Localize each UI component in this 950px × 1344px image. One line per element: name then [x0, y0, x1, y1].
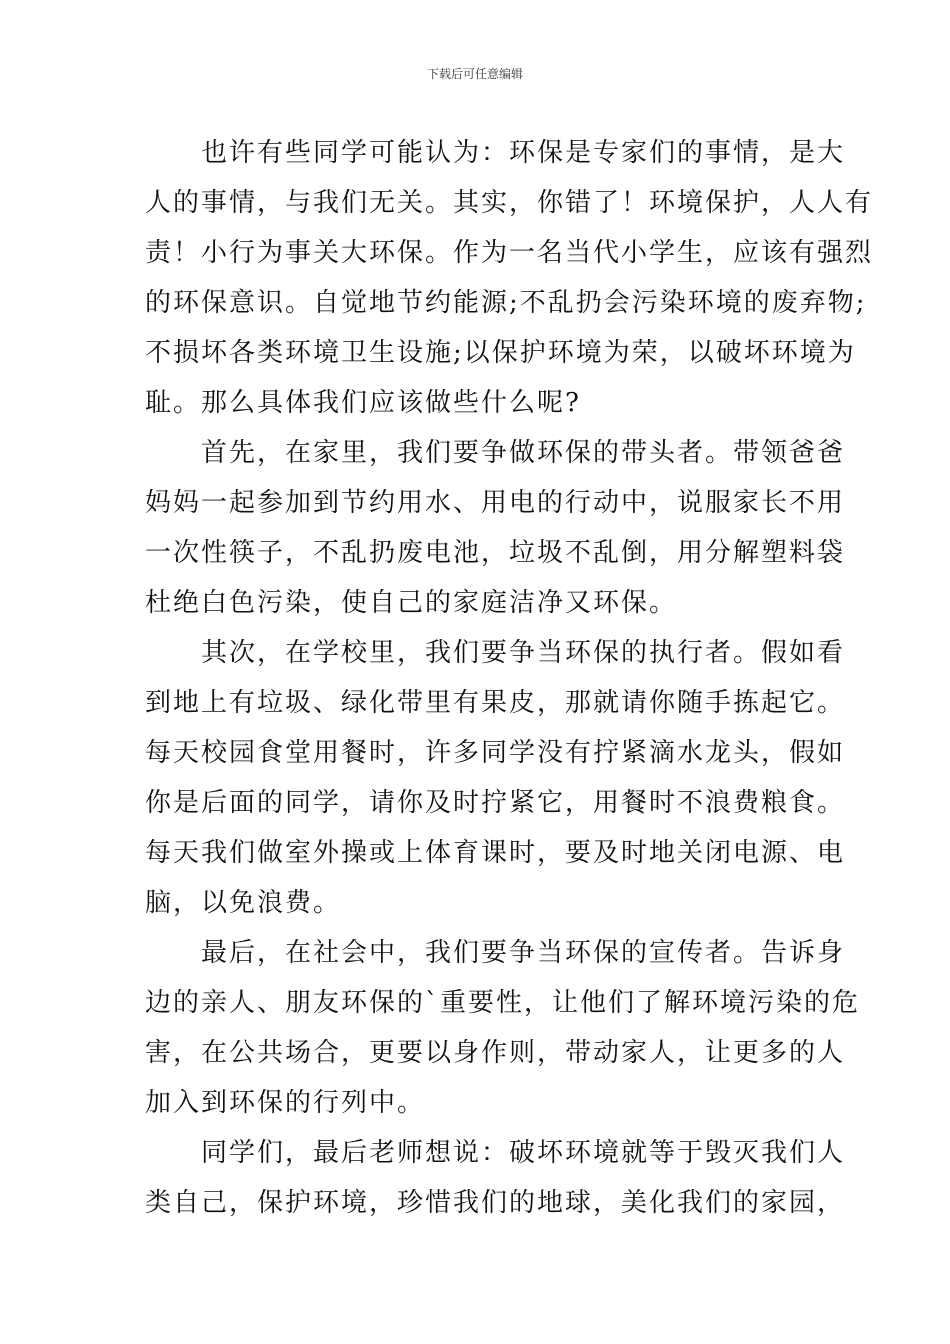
- text-line: 每天校园食堂用餐时，许多同学没有拧紧滴水龙头，假如: [145, 738, 846, 768]
- text-line: 耻。那么具体我们应该做些什么呢?: [145, 388, 581, 418]
- text-line: 最后，在社会中，我们要争当环保的宣传者。告诉身: [201, 938, 846, 968]
- text-line: 每天我们做室外操或上体育课时，要及时地关闭电源、电: [145, 838, 846, 868]
- document-body: [145, 128, 874, 1228]
- text-line: 害，在公共场合，更要以身作则，带动家人，让更多的人: [145, 1038, 846, 1068]
- text-line: 责！小行为事关大环保。作为一名当代小学生，应该有强烈: [145, 238, 874, 268]
- text-line: 杜绝白色污染，使自己的家庭洁净又环保。: [145, 588, 678, 618]
- text-line: 也许有些同学可能认为：环保是专家们的事情，是大: [201, 138, 846, 168]
- paragraph-5: [145, 1128, 846, 1228]
- text-line: 其次，在学校里，我们要争当环保的执行者。假如看: [201, 638, 846, 668]
- paragraph-2: [145, 428, 846, 628]
- text-line: 类自己，保护环境，珍惜我们的地球，美化我们的家园，: [145, 1188, 846, 1218]
- text-line: 你是后面的同学，请你及时拧紧它，用餐时不浪费粮食。: [145, 788, 846, 818]
- text-line: 加入到环保的行列中。: [145, 1088, 426, 1118]
- text-line: 脑，以免浪费。: [145, 888, 342, 918]
- text-line: 的环保意识。自觉地节约能源;不乱扔会污染环境的废弃物;: [145, 288, 867, 318]
- text-line: 边的亲人、朋友环保的`重要性，让他们了解环境污染的危: [145, 988, 861, 1018]
- text-line: 不损坏各类环境卫生设施;以保护环境为荣，以破坏环境为: [145, 338, 856, 368]
- text-line: 到地上有垃圾、绿化带里有果皮，那就请你随手拣起它。: [145, 688, 846, 718]
- text-line: 同学们，最后老师想说：破坏环境就等于毁灭我们人: [201, 1138, 846, 1168]
- page-header: 下载后可任意编辑: [426, 67, 523, 81]
- text-line: 一次性筷子，不乱扔废电池，垃圾不乱倒，用分解塑料袋: [145, 538, 846, 568]
- paragraph-3: [145, 628, 846, 928]
- text-line: 人的事情，与我们无关。其实，你错了！环境保护，人人有: [145, 188, 874, 218]
- text-line: 妈妈一起参加到节约用水、用电的行动中，说服家长不用: [145, 488, 846, 518]
- paragraph-1: [145, 128, 874, 428]
- text-line: 首先，在家里，我们要争做环保的带头者。带领爸爸: [201, 438, 846, 468]
- paragraph-4: [145, 928, 861, 1128]
